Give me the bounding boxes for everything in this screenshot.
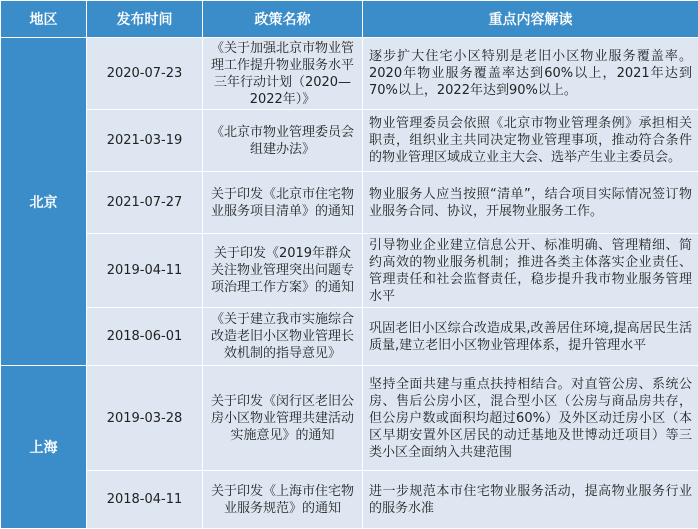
table-row [1,110,698,172]
row-policy: 《关于建立我市实施综合改造老旧小区物业管理长效机制的指导意见》 [203,308,363,366]
table-row [1,172,698,234]
header-policy: 政策名称 [203,1,363,38]
row-policy: 关于印发《北京市住宅物业服务项目清单》的通知 [203,172,363,234]
row-content: 坚持全面共建与重点扶持相结合。对直管公房、系统公房、售后公房小区，混合型小区（公房与商品房共存，但公房户数或面积均超过60%）及外区动迁房小区（本区早期安置外区居民的动迁基地及世博动迁项目）等三类小区全面纳入共建范围 [363,366,698,471]
row-date: 2018-06-01 [87,308,203,366]
table-row [1,234,698,308]
row-date: 2020-07-23 [87,38,203,110]
row-date: 2019-03-28 [87,366,203,471]
row-content: 巩固老旧小区综合改造成果,改善居住环境,提高居民生活质量,建立老旧小区物业管理体系，提升管理水平 [363,308,698,366]
row-content: 进一步规范本市住宅物业服务活动，提高物业服务行业的服务水准 [363,471,698,529]
row-policy: 关于印发《上海市住宅物业服务规范》的通知 [203,471,363,529]
row-content: 物业管理委员会依照《北京市物业管理条例》承担相关职责，组织业主共同决定物业管理事项，推动符合条件的物业管理区域成立业主大会、选举产生业主委员会。 [363,110,698,172]
row-date: 2019-04-11 [87,234,203,308]
row-date: 2021-03-19 [87,110,203,172]
header-row [1,1,698,38]
row-date: 2018-04-11 [87,471,203,529]
table-row [1,38,698,110]
row-date: 2021-07-27 [87,172,203,234]
header-date: 发布时间 [87,1,203,38]
region-beijing: 北京 [1,38,87,366]
row-policy: 关于印发《闵行区老旧公房小区物业管理共建活动实施意见》的通知 [203,366,363,471]
row-content: 引导物业企业建立信息公开、标准明确、管理精细、简约高效的物业服务机制；推进各类主体落实企业责任、管理责任和社会监督责任，稳步提升我市物业服务管理水平 [363,234,698,308]
row-content: 物业服务人应当按照“清单”，结合项目实际情况签订物业服务合同、协议，开展物业服务工作。 [363,172,698,234]
region-shanghai: 上海 [1,366,87,529]
table-row [1,471,698,529]
table-row [1,308,698,366]
row-content: 逐步扩大住宅小区特别是老旧小区物业服务覆盖率。2020年物业服务覆盖率达到60%以上，2021年达到70%以上，2022年达到90%以上。 [363,38,698,110]
row-policy: 关于印发《2019年群众关注物业管理突出问题专项治理工作方案》的通知 [203,234,363,308]
row-policy: 《北京市物业管理委员会组建办法》 [203,110,363,172]
header-region: 地区 [1,1,87,38]
header-content: 重点内容解读 [363,1,698,38]
row-policy: 《关于加强北京市物业管理工作提升物业服务水平三年行动计划（2020—2022年）》 [203,38,363,110]
table-row [1,366,698,471]
